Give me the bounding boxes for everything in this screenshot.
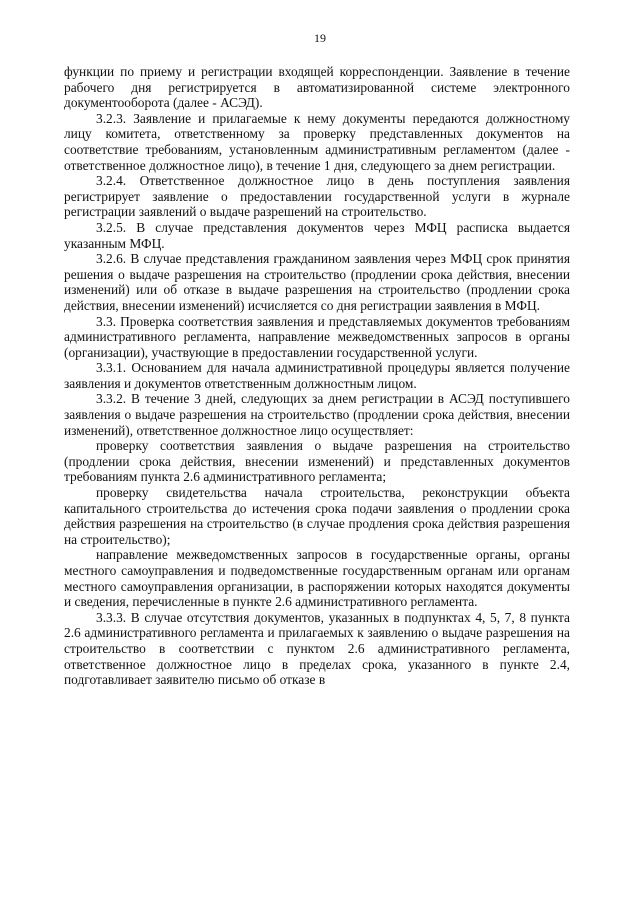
paragraph-3-2-3: 3.2.3. Заявление и прилагаемые к нему документы передаются должностному лицу комитета, ответственному за проверку представленных документов на соответствие требованиям, установленным административным регламентом (далее - ответственное должностное лицо), в течение 1 дня, следующего за днем регистрации. [64,110,570,173]
list-item-check-application: проверку соответствия заявления о выдаче разрешения на строительство (продлении срока действия, внесении изменений) и представленных документов требованиям пункта 2.6 административного регламента; [64,438,570,485]
paragraph-3-2-5: 3.2.5. В случае представления документов через МФЦ расписка выдается указанным МФЦ. [64,219,570,251]
paragraph-3-3-1: 3.3.1. Основанием для начала административной процедуры является получение заявления и документов ответственным должностным лицом. [64,360,570,391]
list-item-check-certificate: проверку свидетельства начала строительства, реконструкции объекта капитального строительства до истечения срока подачи заявления о продлении срока действия разрешения на строительство (в случае продления срока действия разрешения на строительство); [64,485,570,547]
list-item-send-requests: направление межведомственных запросов в государственные органы, органы местного самоуправления и подведомственные государственным органам или органам местного самоуправления организации, в распоряжении которых находятся документы и сведения, перечисленные в пункте 2.6 административного регламента. [64,547,570,610]
paragraph-3-2-4: 3.2.4. Ответственное должностное лицо в день поступления заявления регистрирует заявление о предоставлении государственной услуги в журнале регистрации заявлений о выдаче разрешений на строительство. [64,173,570,220]
paragraph-continuation: функции по приему и регистрации входящей корреспонденции. Заявление в течение рабочего дня регистрируется в автоматизированной системе электронного документооборота (далее - АСЭД). [64,64,570,111]
document-body [64,64,570,688]
paragraph-3-3-3: 3.3.3. В случае отсутствия документов, указанных в подпунктах 4, 5, 7, 8 пункта 2.6 административного регламента и прилагаемых к заявлению о выдаче разрешения на строительство в соответствии с пунктом 2.6 административного регламента, ответственное должностное лицо в пределах срока, указанного в пункте 2.4, подготавливает заявителю письмо об отказе в [64,609,570,688]
page-number: 19 [314,31,326,45]
paragraph-3-2-6: 3.2.6. В случае представления гражданином заявления через МФЦ срок принятия решения о выдаче разрешения на строительство (продлении срока действия, внесении изменений) или об отказе в выдаче разрешения на строительство (продлении срока действия, внесении изменений) исчисляется со дня регистрации заявления в МФЦ. [64,251,570,313]
paragraph-3-3: 3.3. Проверка соответствия заявления и представляемых документов требованиям административного регламента, направление межведомственных запросов в органы (организации), участвующие в предоставлении государственной услуги. [64,313,570,360]
paragraph-3-3-2: 3.3.2. В течение 3 дней, следующих за днем регистрации в АСЭД поступившего заявления о выдаче разрешения на строительство (продлении срока действия, внесении изменений), ответственное должностное лицо осуществляет: [64,391,570,438]
